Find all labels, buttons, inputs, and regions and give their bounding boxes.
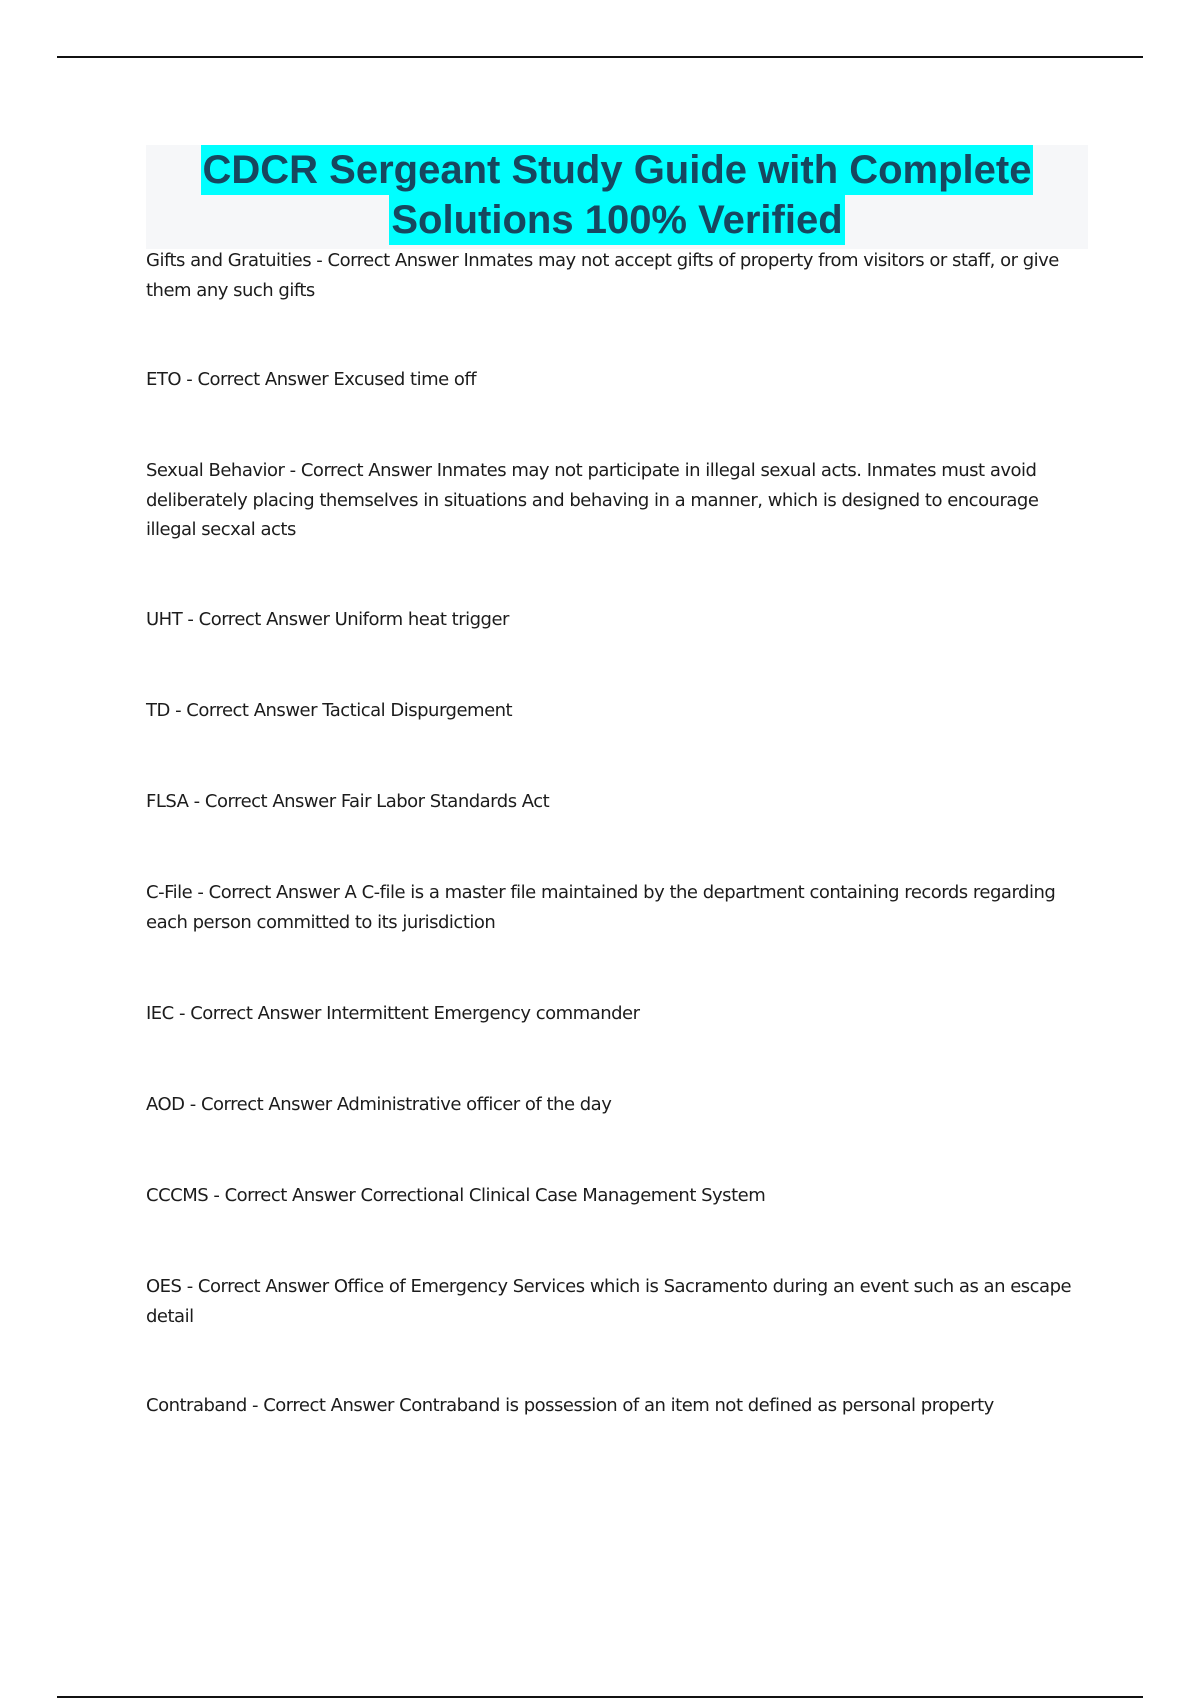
top-rule: [57, 56, 1143, 58]
bottom-rule: [57, 1696, 1143, 1698]
qa-entry: ETO - Correct Answer Excused time off: [146, 369, 477, 390]
qa-entry: IEC - Correct Answer Intermittent Emergency commander: [146, 1003, 640, 1024]
qa-entry: OES - Correct Answer Office of Emergency Services which is Sacramento during an event such as an escape detail: [146, 1276, 1072, 1327]
document-title: [146, 145, 1088, 249]
qa-entry: Gifts and Gratuities - Correct Answer Inmates may not accept gifts of property from visitors or staff, or give them any such gifts: [146, 250, 1059, 301]
qa-entry: Contraband - Correct Answer Contraband is possession of an item not defined as personal property: [146, 1395, 994, 1416]
qa-entry: FLSA - Correct Answer Fair Labor Standards Act: [146, 791, 550, 812]
qa-entry: Sexual Behavior - Correct Answer Inmates may not participate in illegal sexual acts. Inmates must avoid deliberately placing themselves in situations and behaving in a manner, which is designed to encourage illegal secxal acts: [146, 460, 1039, 540]
qa-entry: TD - Correct Answer Tactical Dispurgement: [146, 700, 513, 721]
title-line-1: CDCR Sergeant Study Guide with Complete: [201, 145, 1034, 195]
qa-entry: C-File - Correct Answer A C-file is a master file maintained by the department containing records regarding each person committed to its jurisdiction: [146, 882, 1056, 933]
title-line-2: Solutions 100% Verified: [389, 195, 844, 245]
qa-entry: AOD - Correct Answer Administrative officer of the day: [146, 1094, 612, 1115]
qa-entry: CCCMS - Correct Answer Correctional Clinical Case Management System: [146, 1185, 766, 1206]
qa-entry: UHT - Correct Answer Uniform heat trigger: [146, 609, 509, 630]
